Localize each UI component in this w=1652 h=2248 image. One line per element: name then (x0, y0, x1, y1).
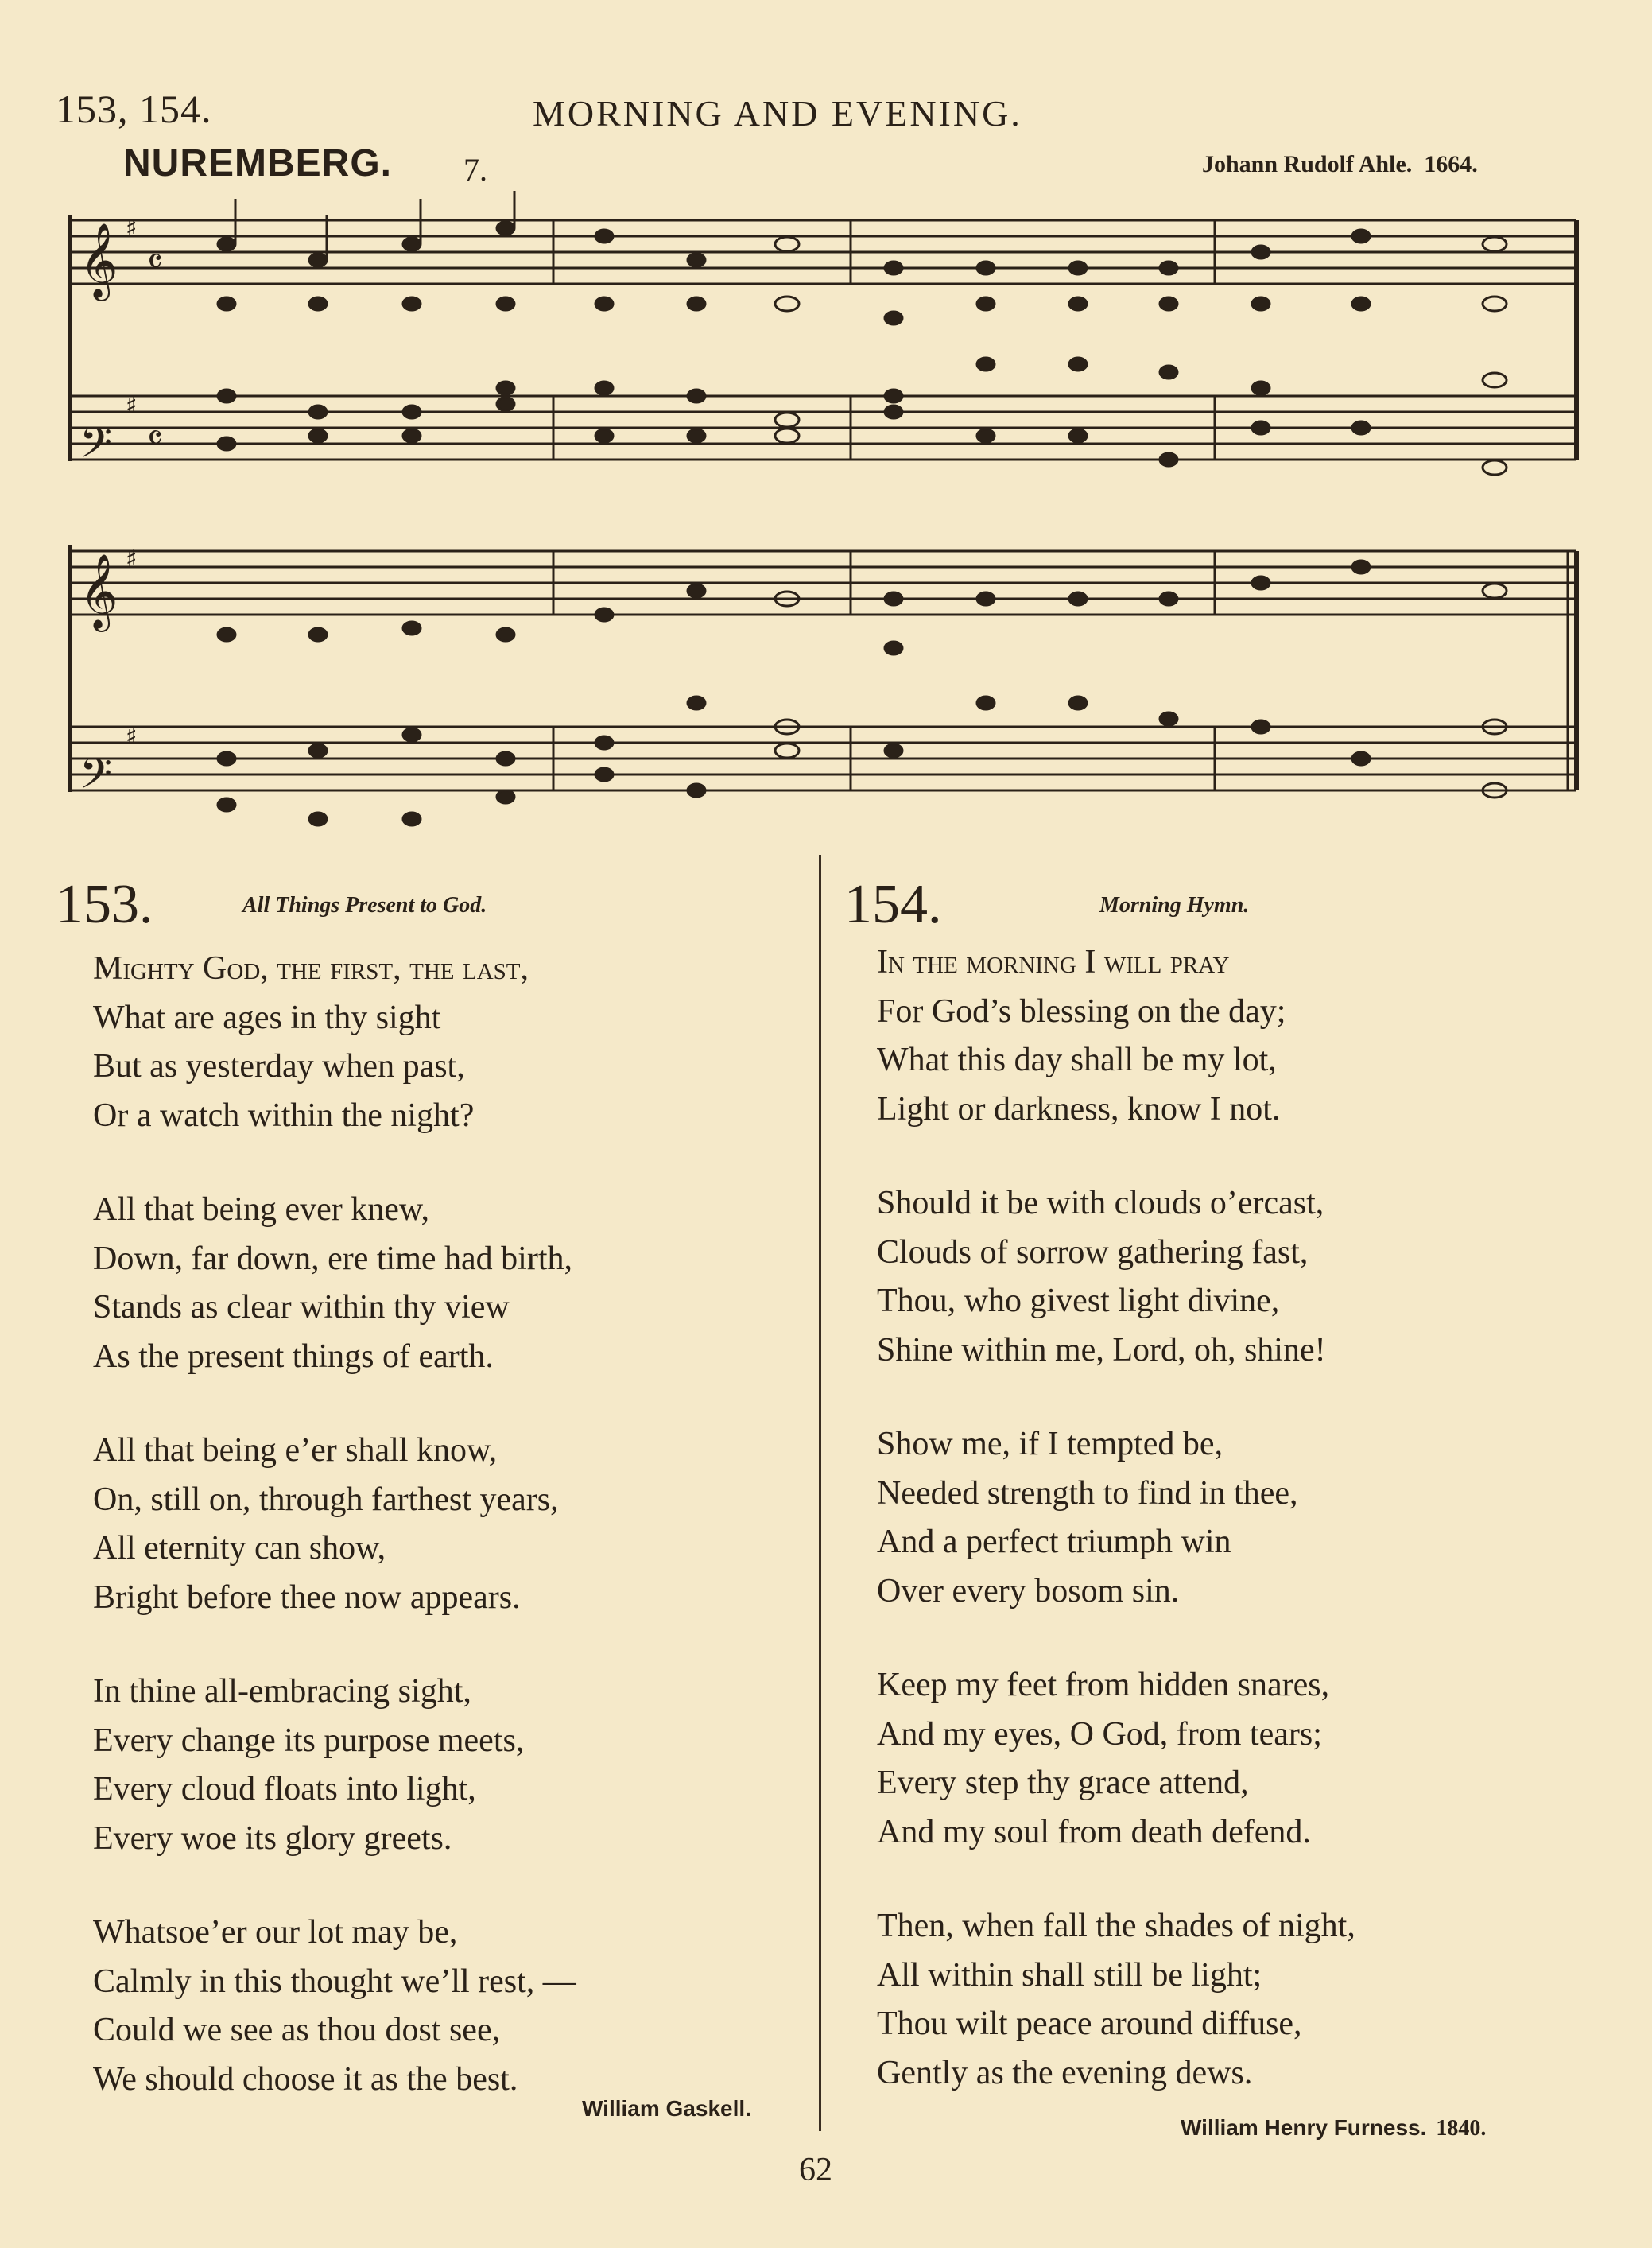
common-time-sig: 𝄴 (147, 418, 163, 459)
verse-line: Then, when fall the shades of night, (877, 1908, 1355, 1944)
verse-line: Could we see as thou dost see, (93, 2012, 501, 2048)
verse-line: Every change its purpose meets, (93, 1722, 525, 1759)
verse-line: Whatsoe’er our lot may be, (93, 1914, 458, 1951)
hymn-153-title: All Things Present to God. (242, 893, 487, 918)
key-signature-sharp: ♯ (126, 392, 138, 420)
key-signature-sharp: ♯ (126, 215, 138, 243)
verse-line: All within shall still be light; (877, 1956, 1262, 1994)
hymn-153-author: William Gaskell. (582, 2096, 751, 2121)
hymn-154-year: 1840. (1436, 2116, 1487, 2141)
verse-line: Bright before thee now appears. (93, 1578, 521, 1616)
verse-line: Every cloud floats into light, (93, 1771, 476, 1807)
verse-line: And my eyes, O God, from tears; (877, 1715, 1322, 1753)
verse (93, 1668, 576, 1863)
verse-line: Or a watch within the night? (93, 1097, 475, 1134)
verse-line: But as yesterday when past, (93, 1048, 465, 1085)
key-signature-sharp: ♯ (126, 723, 138, 751)
bass-staff-1 (70, 396, 1576, 460)
verse-line: Shine within me, Lord, oh, shine! (877, 1331, 1326, 1369)
verse-line: Thou, who givest light divine, (877, 1283, 1280, 1319)
verse-line: On, still on, through farthest years, (93, 1481, 559, 1518)
common-time-sig: 𝄴 (147, 242, 163, 282)
verse-line: Every step thy grace attend, (877, 1765, 1249, 1801)
verse-line: Gently as the evening dews. (877, 2054, 1253, 2091)
bass-clef-1: 𝄢 (79, 419, 113, 478)
verse-line: All that being ever knew, (93, 1191, 429, 1228)
hymn-154-text (877, 938, 1355, 2098)
verse-line: And a perfect triumph win (877, 1524, 1231, 1560)
bass-clef-2: 𝄢 (79, 750, 113, 809)
verse-line: All that being e’er shall know, (93, 1432, 498, 1469)
verse-line: Should it be with clouds o’ercast, (877, 1185, 1324, 1221)
verse-line: Stands as clear within thy view (93, 1289, 510, 1326)
music-score (0, 0, 1652, 843)
staff-system-2 (70, 545, 1576, 792)
column-divider (819, 855, 821, 2131)
staff-system-1 (70, 215, 1576, 461)
composer-year: 1664. (1424, 151, 1478, 177)
verse-line: In the morning I will pray (877, 944, 1230, 980)
hymn-154-number: 154. (844, 874, 942, 935)
verse-line: Clouds of sorrow gathering fast, (877, 1233, 1309, 1271)
page-number: 62 (799, 2152, 832, 2188)
verse-line: As the present things of earth. (93, 1338, 494, 1375)
verse-line: Light or darkness, know I not. (877, 1090, 1281, 1128)
treble-staff-2 (70, 551, 1576, 615)
tune-meter: 7. (463, 152, 487, 188)
hymn-154-title: Morning Hymn. (1099, 893, 1250, 918)
verse (93, 1186, 576, 1381)
verse (93, 1427, 576, 1622)
hymn-153-number: 153. (56, 874, 153, 935)
hymn-154-author: William Henry Furness. (1181, 2115, 1427, 2140)
treble-clef-2: 𝄞 (79, 553, 118, 629)
verse-line: What this day shall be my lot, (877, 1042, 1277, 1078)
verse (877, 1902, 1355, 2098)
bass-staff-2 (70, 727, 1576, 790)
clefs (79, 215, 163, 809)
verse-line: All eternity can show, (93, 1530, 386, 1567)
verse-line: Over every bosom sin. (877, 1572, 1180, 1609)
tune-name: NUREMBERG. (123, 142, 393, 184)
hymn-153-text (93, 945, 576, 2104)
verse (877, 1661, 1355, 1857)
key-signature-sharp: ♯ (126, 545, 138, 573)
verse-line: Show me, if I tempted be, (877, 1426, 1223, 1462)
verse-line: For God’s blessing on the day; (877, 992, 1286, 1030)
composer-name: Johann Rudolf Ahle. (1202, 151, 1413, 177)
section-title: MORNING AND EVENING. (533, 93, 1022, 134)
hymn-numbers-header: 153, 154. (56, 87, 212, 131)
verse (93, 945, 576, 1140)
noteheads (218, 191, 1507, 825)
verse-line: Keep my feet from hidden snares, (877, 1667, 1330, 1703)
hymn-154-author-credit (1181, 2115, 1486, 2141)
verse-line: We should choose it as the best. (93, 2060, 518, 2098)
treble-clef-1: 𝄞 (79, 223, 118, 298)
verse (877, 1179, 1355, 1375)
treble-staff-1 (70, 220, 1576, 284)
verse-line: Calmly in this thought we’ll rest, — (93, 1963, 576, 2000)
verse-line: In thine all-embracing sight, (93, 1673, 471, 1710)
verse (877, 938, 1355, 1134)
verse-line: Mighty God, the first, the last, (93, 950, 529, 987)
verse-line: And my soul from death defend. (877, 1813, 1311, 1850)
verse (877, 1420, 1355, 1616)
verse-line: Needed strength to find in thee, (877, 1474, 1298, 1512)
verse (93, 1908, 576, 2104)
verse-line: What are ages in thy sight (93, 999, 441, 1036)
verse-line: Every woe its glory greets. (93, 1819, 452, 1857)
verse-line: Thou wilt peace around diffuse, (877, 2005, 1302, 2042)
verse-line: Down, far down, ere time had birth, (93, 1240, 572, 1277)
